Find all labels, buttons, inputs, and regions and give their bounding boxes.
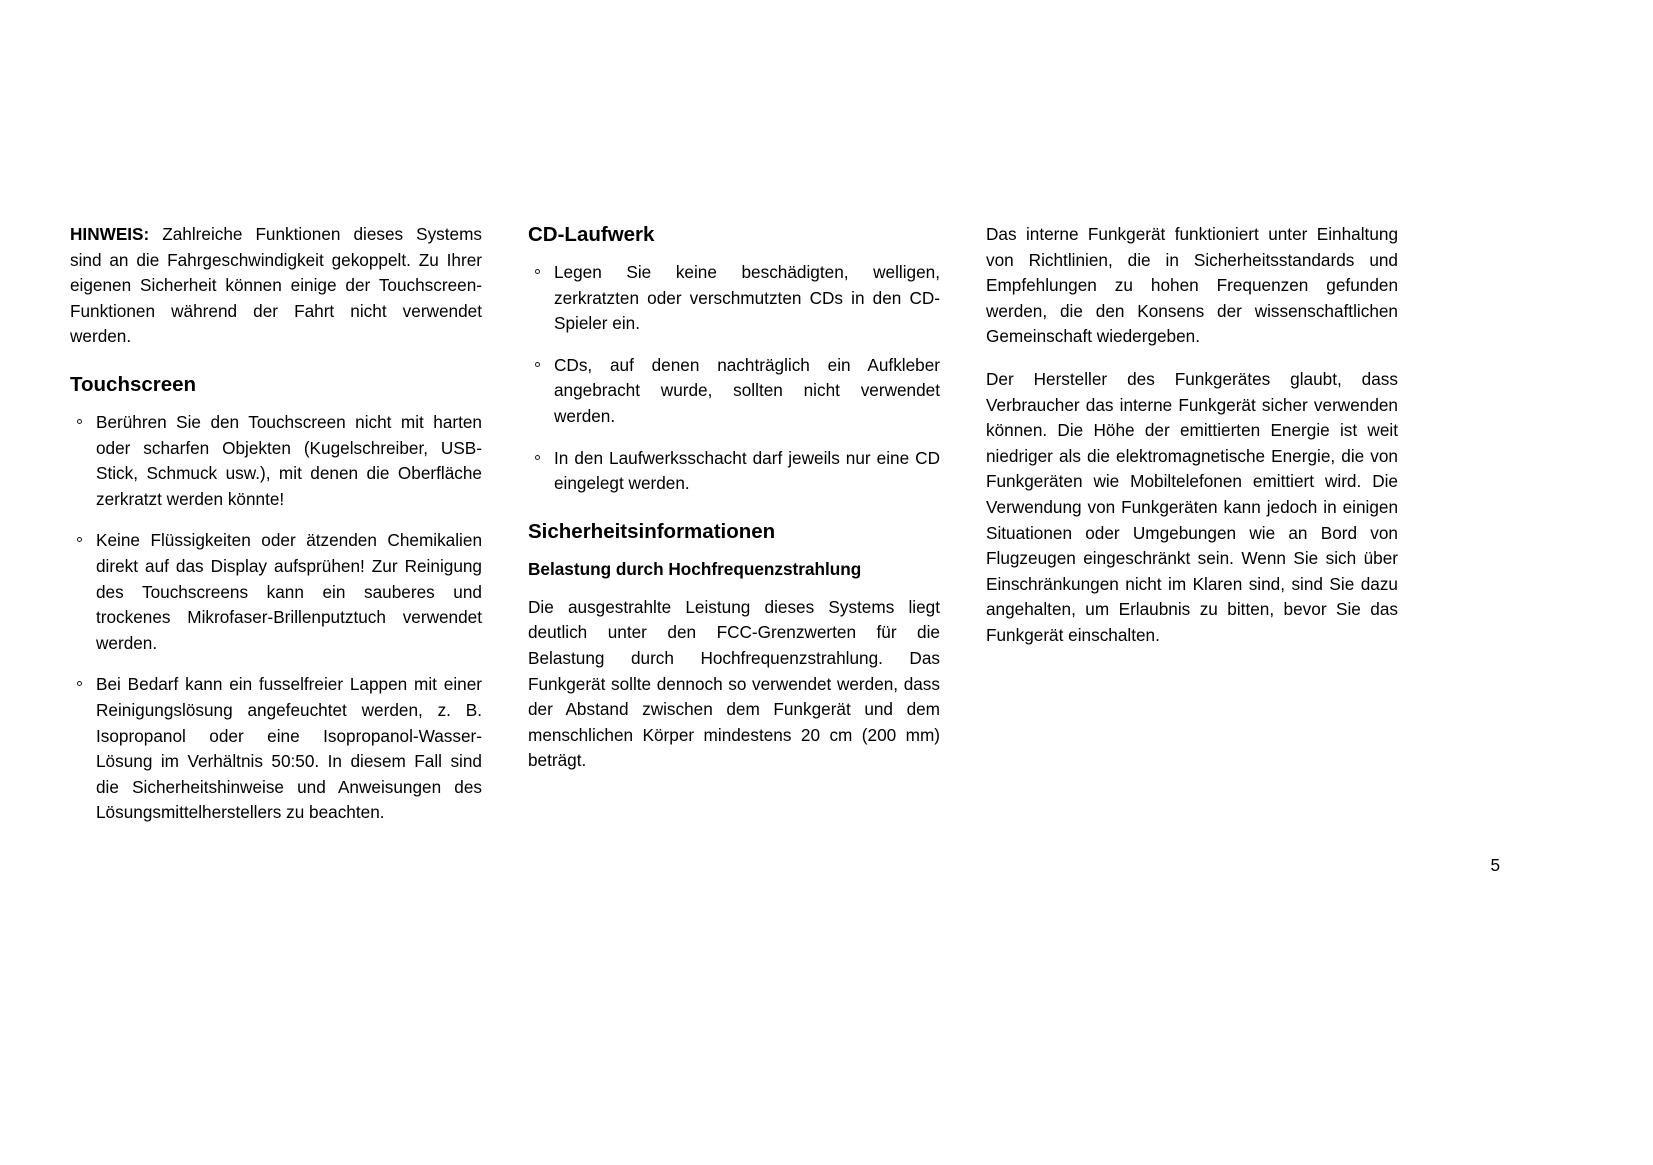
heading-cd-laufwerk: CD-Laufwerk (528, 223, 655, 246)
list-item: Berühren Sie den Touchscreen nicht mit harten oder scharfen Objekten (Kugelschreiber, USB-Stick, Schmuck usw.), mit denen die Oberfläche zerkratzt werden könnte! (70, 410, 482, 512)
list-item: Legen Sie keine beschädigten, welligen, zerkratzten oder verschmutzten CDs in den CD-Spieler ein. (528, 260, 940, 337)
note-text: Zahlreiche Funktionen dieses Systems sind an die Fahrgeschwindigkeit gekoppelt. Zu Ihrer eigenen Sicherheit können einige der Touchscreen-Funktionen während der Fahrt nicht verwendet werden. (70, 224, 482, 347)
heading-sicherheitsinformationen: Sicherheitsinformationen (528, 519, 776, 543)
paragraph-funkgeraet-hersteller: Der Hersteller des Funkgerätes glaubt, dass Verbraucher das interne Funkgerät sicher verwenden können. Die Höhe der emittierten Energie ist weit niedriger als die elektromagnetische Energie, die von Funkgeräten wie Mobiltelefonen emittiert wird. Die Verwendung von Funkgeräten kann jedoch in einigen Situationen oder Umgebungen wie an Bord von Flugzeugen eingeschränkt sein. Wenn Sie sich über Einschränkungen nicht im Klaren sind, sind Sie dazu angehalten, um Erlaubnis zu bitten, bevor Sie das Funkgerät einschalten. (986, 368, 1398, 645)
paragraph-funkgeraet-richtlinien: Das interne Funkgerät funktioniert unter Einhaltung von Richtlinien, die in Sicherheitsstandards und Empfehlungen zu hohen Frequenzen gefunden werden, die den Konsens der wissenschaftlichen Gemeinschaft wiedergeben. (986, 224, 1398, 347)
note-label: HINWEIS: (70, 224, 150, 244)
column-middle (528, 222, 940, 774)
list-item: CDs, auf denen nachträglich ein Aufkleber angebracht wurde, sollten nicht verwendet werden. (528, 353, 940, 430)
column-left (70, 222, 482, 826)
subheading-hochfrequenzstrahlung: Belastung durch Hochfrequenzstrahlung (528, 558, 862, 579)
note-paragraph (70, 222, 482, 350)
column-right (986, 222, 1398, 649)
paragraph-hochfrequenzstrahlung: Die ausgestrahlte Leistung dieses Systems liegt deutlich unter den FCC-Grenzwerten für die Belastung durch Hochfrequenzstrahlung. Das Funkgerät sollte dennoch so verwendet werden, dass der Abstand zwischen dem Funkgerät und dem menschlichen Körper mindestens 20 cm (200 mm) beträgt. (528, 596, 940, 771)
heading-touchscreen: Touchscreen (70, 372, 197, 396)
touchscreen-bullet-list (70, 410, 482, 826)
page-columns (70, 222, 1500, 826)
list-item: Keine Flüssigkeiten oder ätzenden Chemikalien direkt auf das Display aufsprühen! Zur Reinigung des Touchscreens kann ein sauberes und trockenes Mikrofaser-Brillenputztuch verwendet werden. (70, 528, 482, 656)
list-item: In den Laufwerksschacht darf jeweils nur eine CD eingelegt werden. (528, 446, 940, 497)
list-item: Bei Bedarf kann ein fusselfreier Lappen mit einer Reinigungslösung angefeuchtet werden, z. B. Isopropanol oder eine Isopropanol-Wasser-Lösung im Verhältnis 50:50. In diesem Fall sind die Sicherheitshinweise und Anweisungen des Lösungsmittelherstellers zu beachten. (70, 672, 482, 826)
cd-bullet-list (528, 260, 940, 497)
page-number: 5 (1490, 855, 1500, 875)
